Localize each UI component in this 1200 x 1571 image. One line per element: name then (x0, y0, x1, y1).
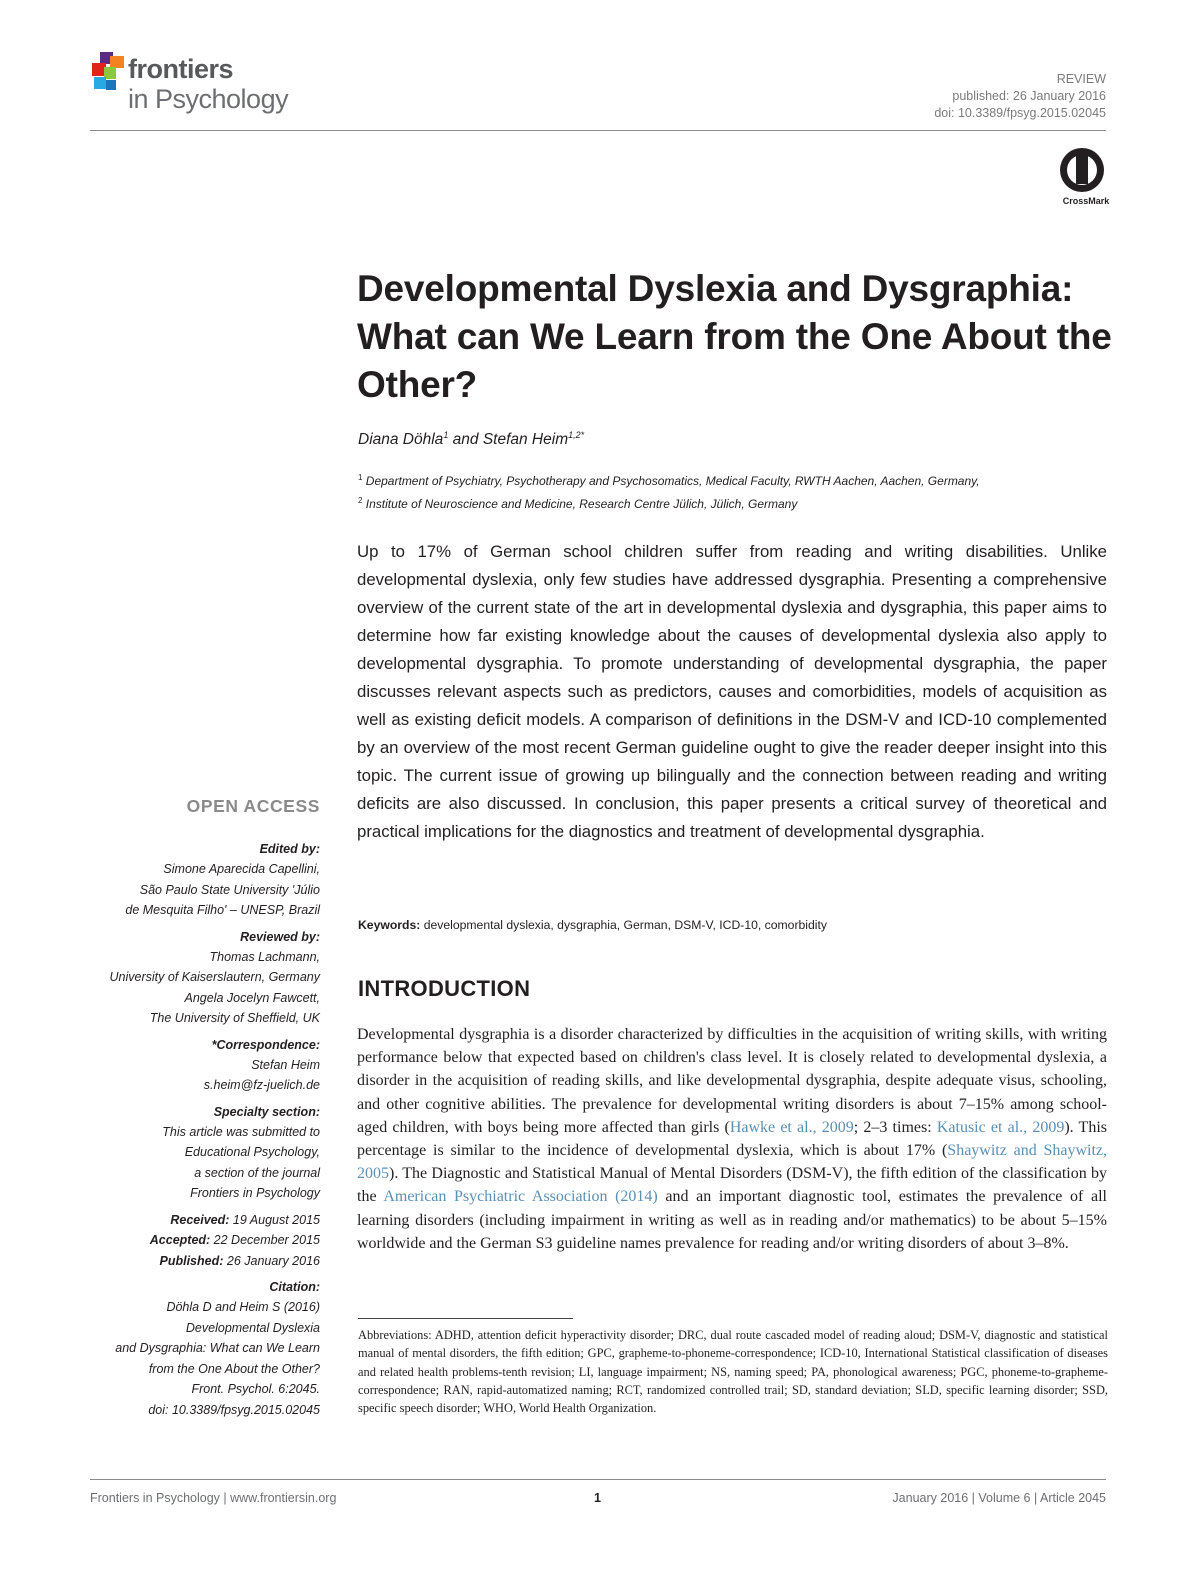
reviewed-by-label: Reviewed by: (240, 929, 320, 944)
citation-link[interactable]: Hawke et al., 2009 (729, 1118, 854, 1136)
author-list (358, 430, 584, 449)
doi[interactable]: doi: 10.3389/fpsyg.2015.02045 (934, 106, 1106, 120)
editor-line: de Mesquita Filho' – UNESP, Brazil (125, 903, 320, 917)
received-label: Received: (170, 1212, 230, 1227)
received-value: 19 August 2015 (229, 1212, 320, 1227)
author-name[interactable]: Diana Döhla (358, 431, 444, 449)
citation-line: and Dysgraphia: What can We Learn (115, 1341, 320, 1355)
author-affil-sup: 1,2* (568, 430, 585, 440)
intro-text: ). This percentage is similar to the incidence of developmental dyslexia, which is about 17% ( (357, 1118, 1108, 1160)
footer-divider (90, 1479, 1106, 1480)
specialty-line: Educational Psychology, (184, 1145, 320, 1159)
specialty-line: a section of the journal (194, 1165, 320, 1180)
article-type: REVIEW (1056, 72, 1106, 86)
specialty-line: This article was submitted to (162, 1124, 320, 1139)
editor-line: Simone Aparecida Capellini, (163, 862, 320, 876)
correspondence-name: Stefan Heim (251, 1057, 320, 1072)
affiliation-text: Institute of Neuroscience and Medicine, Research Centre Jülich, Jülich, Germany (365, 497, 798, 511)
citation-line: Front. Psychol. 6:2045. (191, 1382, 320, 1396)
affiliation-number: 2 (358, 496, 363, 505)
affiliation-item (358, 468, 980, 491)
keywords-list: developmental dyslexia, dysgraphia, German, DSM-V, ICD-10, comorbidity (420, 918, 827, 932)
published-date: published: 26 January 2016 (952, 89, 1106, 103)
author-affil-sup: 1 (443, 430, 449, 440)
correspondence-email[interactable]: s.heim@fz-juelich.de (203, 1078, 320, 1092)
specialty-section-label: Specialty section: (213, 1104, 320, 1119)
intro-text: Developmental dysgraphia is a disorder characterized by difficulties in the acquisition of writing skills, with writing performance below that expected based on children's class level. It is closely related to developmental dyslexia, a disorder in the acquisition of reading skills, and like developmental dysgraphia, despite adequate visus, schooling, and other cognitive abilities. The prevalence for developmental writing disorders is about 7–15% among school-aged children, with boys being more affected than girls ( (357, 1026, 1107, 1136)
author-name[interactable]: Stefan Heim (482, 431, 569, 449)
abstract: Up to 17% of German school children suffer from reading and writing disabilities. Unlike developmental dyslexia, only few studies have addressed dysgraphia. Presenting a comprehensive overview of the current state of the art in developmental dyslexia and dysgraphia, this paper aims to determine how far existing knowledge about the causes of developmental dyslexia also apply to developmental dysgraphia. To promote understanding of developmental dysgraphia, the paper discusses relevant aspects such as predictors, causes and comorbidities, models of acquisition as well as existing deficit models. A comparison of definitions in the DSM-V and ICD-10 complemented by an overview of the most recent German guideline ought to give the reader deeper insight into this topic. The current issue of growing up bilingually and the connection between reading and writing deficits are also discussed. In conclusion, this paper presents a critical survey of theoretical and practical implications for the diagnostics and treatment of developmental dysgraphia. (357, 542, 1107, 841)
frontiers-logo-icon (90, 50, 130, 100)
citation-link[interactable]: American Psychiatric Association (2014) (383, 1188, 658, 1206)
introduction-paragraph (357, 1023, 1107, 1255)
citation-line: from the One About the Other? (148, 1361, 320, 1376)
accepted-date (60, 1230, 320, 1251)
published-date-sidebar (60, 1251, 320, 1272)
intro-text: and an important diagnostic tool, estimates the prevalence of all learning disorders (including impairment in writing as well as in reading and/or mathematics) to be about 5–15% worldwide and the German S3 guideline names prevalence for reading and/or writing disorders of about 3–8%. (357, 1188, 1107, 1252)
article-title: Developmental Dyslexia and Dysgraphia: What can We Learn from the One About the Other? (357, 268, 1112, 405)
journal-logo[interactable] (90, 50, 320, 125)
citation-doi[interactable]: doi: 10.3389/fpsyg.2015.02045 (148, 1402, 320, 1417)
reviewer-line: Angela Jocelyn Fawcett, (184, 990, 320, 1005)
reviewer-line: Thomas Lachmann, (209, 949, 320, 964)
open-access-label: OPEN ACCESS (186, 796, 320, 816)
affiliation-item (358, 491, 980, 514)
affiliations (358, 468, 980, 514)
accepted-label: Accepted: (149, 1233, 211, 1247)
citation-link[interactable]: Shaywitz and Shaywitz, 2005 (357, 1142, 1107, 1183)
published-value: 26 January 2016 (223, 1253, 320, 1268)
logo-word-journal: in Psychology (128, 84, 289, 114)
footer-issue-info: January 2016 | Volume 6 | Article 2045 (892, 1491, 1106, 1505)
crossmark-icon[interactable] (1058, 146, 1114, 208)
edited-by-label: Edited by: (259, 842, 320, 856)
keywords (358, 918, 1118, 932)
page-number: 1 (594, 1491, 601, 1505)
crossmark-label: CrossMark (1062, 196, 1110, 206)
intro-text: ; 2–3 times: (853, 1118, 937, 1136)
citation-label: Citation: (269, 1280, 320, 1294)
footer-journal-link[interactable]: Frontiers in Psychology | www.frontiersin.org (90, 1491, 337, 1505)
citation-line: Döhla D and Heim S (2016) (166, 1300, 320, 1314)
intro-text: ). The Diagnostic and Statistical Manual of Mental Disorders (DSM-V), the fifth edition of the classification by the (357, 1165, 1107, 1206)
keywords-label: Keywords: (358, 918, 421, 932)
article-info-sidebar (60, 796, 320, 1420)
section-heading-introduction: INTRODUCTION (358, 976, 531, 1001)
published-label: Published: (159, 1253, 224, 1268)
abbreviations-footnote: Abbreviations: ADHD, attention deficit hyperactivity disorder; DRC, dual route cascaded model of reading aloud; DSM-V, diagnostic and statistical manual of mental disorders, the fifth edition; GPC, grapheme-to-phoneme-correspondence; ICD-10, International Statistical classification of diseases and related health problems-tenth revision; LI, language impairment; NS, naming speed; PA, phonological awareness; PGC, phoneme-to-grapheme-correspondence; RAN, rapid-automatized naming; RCT, randomized controlled trail; SD, standard deviation; SLD, specific learning disorder; SSD, specific speech disorder; WHO, World Health Organization. (358, 1328, 1108, 1416)
citation-link[interactable]: Katusic et al., 2009 (936, 1118, 1065, 1136)
article-meta (934, 71, 1106, 122)
specialty-line: Frontiers in Psychology (190, 1186, 320, 1200)
accepted-value: 22 December 2015 (210, 1233, 320, 1247)
author-conjunction: and (448, 431, 483, 449)
reviewer-line: University of Kaiserslautern, Germany (109, 970, 320, 984)
affiliation-text: Department of Psychiatry, Psychotherapy and Psychosomatics, Medical Faculty, RWTH Aachen, Aachen, Germany, (365, 474, 980, 488)
reviewer-line: The University of Sheffield, UK (149, 1011, 320, 1025)
logo-word-frontiers: frontiers (128, 54, 234, 84)
affiliation-number: 1 (358, 473, 363, 482)
editor-line: São Paulo State University 'Júlio (139, 882, 320, 897)
received-date (60, 1210, 320, 1231)
correspondence-label: *Correspondence: (211, 1037, 320, 1052)
footnote-divider (358, 1318, 573, 1319)
citation-line: Developmental Dyslexia (185, 1320, 320, 1335)
header-divider (90, 130, 1106, 131)
